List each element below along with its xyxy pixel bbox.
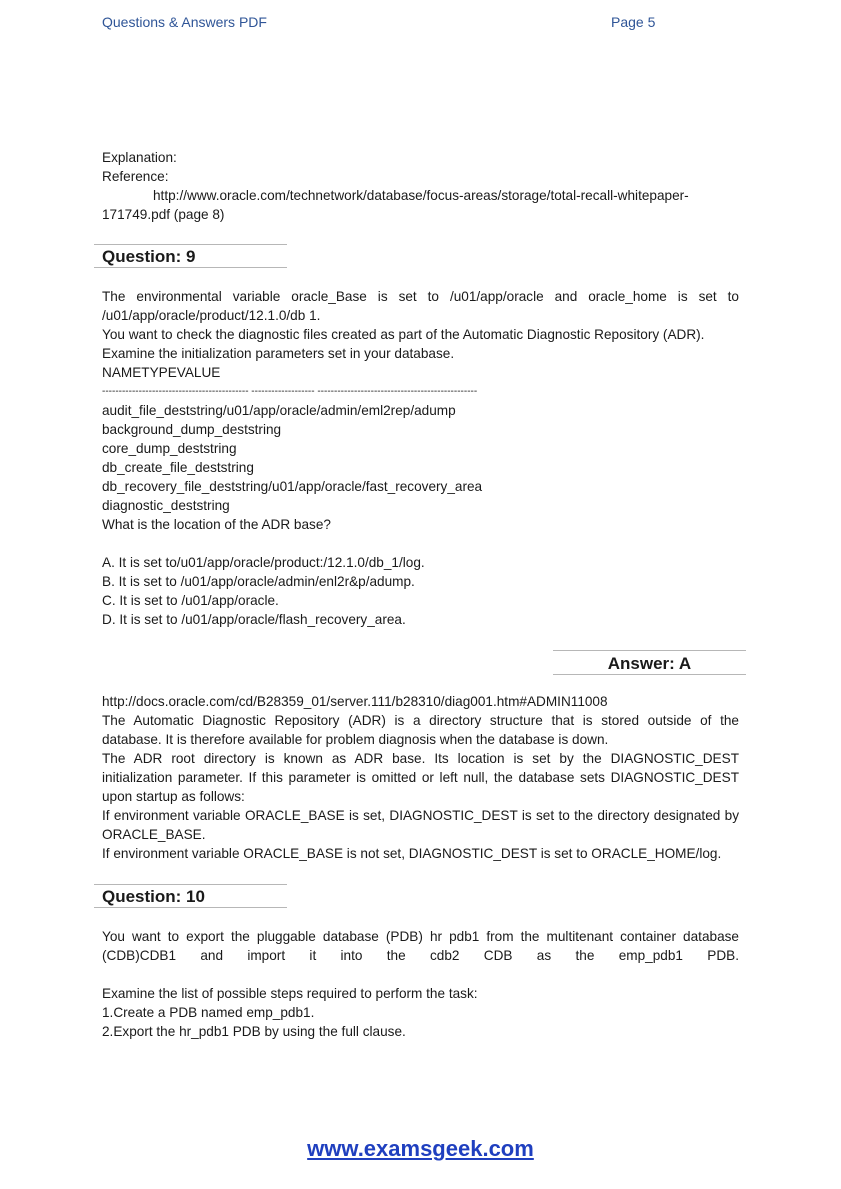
reference-label: Reference: [102,169,169,184]
q10-text-line: You want to export the pluggable database (PDB) hr pdb1 from the multitenant container database [102,929,739,944]
explanation-line: ORACLE_BASE. [102,827,206,842]
explanation-line: database. It is therefore available for problem diagnosis when the database is down. [102,732,609,747]
q9-question: What is the location of the ADR base? [102,517,331,532]
option-b: B. It is set to /u01/app/oracle/admin/enl2r&p/adump. [102,574,415,589]
q9-text-line: background_dump_deststring [102,422,282,437]
q9-text-line: /u01/app/oracle/product/12.1.0/db 1. [102,308,321,323]
q10-step: 1.Create a PDB named emp_pdb1. [102,1005,315,1020]
explanation-block [102,148,739,224]
explanation-line: If environment variable ORACLE_BASE is not set, DIAGNOSTIC_DEST is set to ORACLE_HOME/log. [102,846,722,861]
q9-text-line: You want to check the diagnostic files created as part of the Automatic Diagnostic Repository (ADR). [102,327,705,342]
explanation-line: initialization parameter. If this parameter is omitted or left null, the database sets DIAGNOSTIC_DEST [102,770,739,785]
question-9-explanation [102,692,739,863]
q9-text-line: NAMETYPEVALUE [102,365,221,380]
reference-url-continued: 171749.pdf (page 8) [102,207,225,222]
q9-text-line: Examine the initialization parameters set in your database. [102,346,455,361]
option-d: D. It is set to /u01/app/oracle/flash_recovery_area. [102,612,406,627]
explanation-url[interactable]: http://docs.oracle.com/cd/B28359_01/server.111/b28310/diag001.htm#ADMIN11008 [102,694,608,709]
q10-text-line: (CDB)CDB1 and import it into the cdb2 CDB as the emp_pdb1 PDB. [102,948,739,963]
q10-steps-intro: Examine the list of possible steps required to perform the task: [102,986,478,1001]
q9-separator-line: -------------------------------------------- ------------------- ------------------------------------------------ [102,386,478,397]
answer-heading: Answer: A [553,650,746,675]
question-9-heading: Question: 9 [94,244,287,268]
explanation-line: If environment variable ORACLE_BASE is set, DIAGNOSTIC_DEST is set to the directory designated by [102,808,739,823]
q9-text-line: core_dump_deststring [102,441,237,456]
q9-text-line: diagnostic_deststring [102,498,230,513]
question-10-heading: Question: 10 [94,884,287,908]
q9-text-line: The environmental variable oracle_Base is set to /u01/app/oracle and oracle_home is set to [102,289,739,304]
q9-text-line: db_create_file_deststring [102,460,254,475]
q9-text-line: db_recovery_file_deststring/u01/app/oracle/fast_recovery_area [102,479,483,494]
question-9-body [102,287,739,534]
question-10-body [102,927,739,965]
reference-url[interactable]: http://www.oracle.com/technetwork/database/focus-areas/storage/total-recall-whitepaper- [153,188,689,203]
q9-text-line: audit_file_deststring/u01/app/oracle/admin/eml2rep/adump [102,403,456,418]
question-9-options [102,553,739,629]
explanation-line: The ADR root directory is known as ADR base. Its location is set by the DIAGNOSTIC_DEST [102,751,739,766]
footer [0,1136,841,1162]
explanation-label: Explanation: [102,150,177,165]
q10-step: 2.Export the hr_pdb1 PDB by using the full clause. [102,1024,406,1039]
option-a: A. It is set to/u01/app/oracle/product:/12.1.0/db_1/log. [102,555,425,570]
explanation-line: The Automatic Diagnostic Repository (ADR) is a directory structure that is stored outside of the [102,713,739,728]
header-title: Questions & Answers PDF [102,14,267,30]
question-10-steps [102,984,739,1041]
option-c: C. It is set to /u01/app/oracle. [102,593,279,608]
footer-website-link[interactable]: www.examsgeek.com [307,1136,534,1161]
page-number: Page 5 [611,14,656,30]
explanation-line: upon startup as follows: [102,789,245,804]
